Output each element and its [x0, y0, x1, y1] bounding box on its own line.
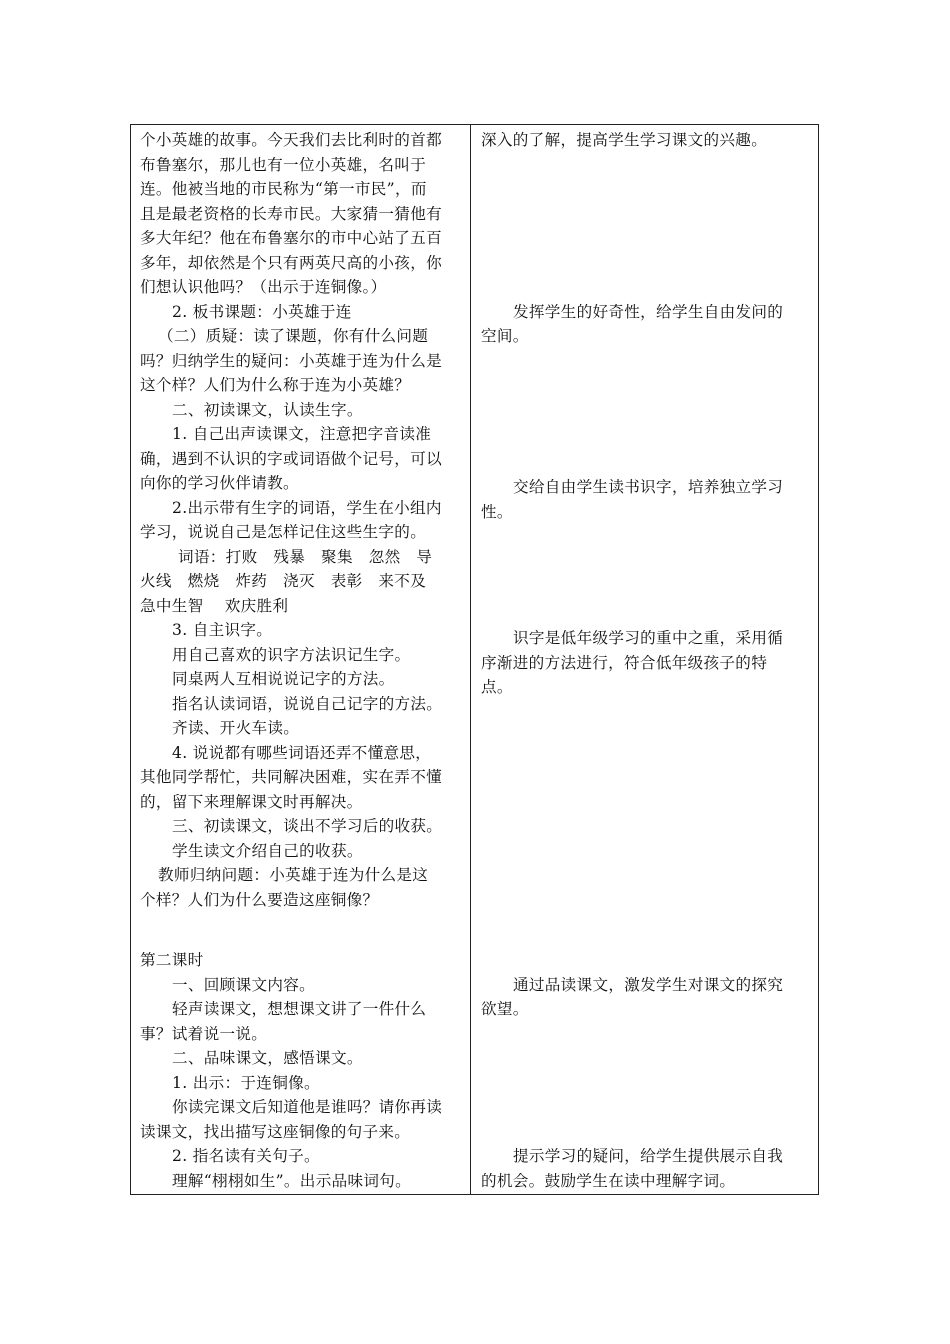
text-line: 通过品读课文，激发学生对课文的探究 — [513, 975, 784, 994]
text-line: 词语：打败 残暴 聚集 忽然 导 — [178, 547, 433, 566]
text-line: 深入的了解，提高学生学习课文的兴趣。 — [481, 131, 768, 149]
text-line: （二）质疑：读了课题，你有什么问题 — [158, 327, 429, 345]
text-line: 确，遇到不认识的字或词语做个记号，可以 — [140, 449, 442, 468]
text-line: 教师归纳问题：小英雄于连为什么是这 — [158, 866, 429, 884]
text-line: 且是最老资格的长寿市民。大家猜一猜他有 — [140, 204, 442, 223]
text-line: 吗？归纳学生的疑问：小英雄于连为什么是 — [140, 351, 442, 370]
text-line: 2.出示带有生字的词语，学生在小组内 — [172, 498, 442, 517]
text-line: 理解“栩栩如生”。出示品味词句。 — [172, 1171, 412, 1190]
text-line: 的机会。鼓励学生在读中理解字词。 — [481, 1171, 736, 1190]
text-line: 学生读文介绍自己的收获。 — [172, 841, 363, 860]
text-line: 们想认识他吗？（出示于连铜像。） — [140, 278, 387, 296]
text-line: 二、初读课文，认读生字。 — [172, 400, 363, 419]
text-line: 学习，说说自己是怎样记住这些生字的。 — [140, 523, 427, 541]
text-line: 同桌两人互相说说记字的方法。 — [172, 670, 395, 688]
text-line: 2. 指名读有关句子。 — [172, 1147, 320, 1165]
text-line: 交给自由学生读书识字，培养独立学习 — [513, 478, 784, 496]
text-line: 急中生智 欢庆胜利 — [140, 596, 289, 615]
text-line: 多年，却依然是个只有两英尺高的小孩，你 — [140, 253, 442, 272]
text-line: 连。他被当地的市民称为“第一市民”，而 — [140, 180, 427, 198]
text-line: 1. 自己出声读课文，注意把字音读准 — [172, 425, 432, 443]
text-line: 你读完课文后知道他是谁吗？请你再读 — [172, 1098, 443, 1116]
text-line: 欲望。 — [481, 1000, 529, 1018]
text-line: 三、初读课文，谈出不学习后的收获。 — [172, 817, 443, 835]
lesson-plan-table — [130, 124, 819, 1195]
text-line: 一、回顾课文内容。 — [172, 975, 316, 994]
text-line: 指名认读词语，说说自己记字的方法。 — [172, 694, 443, 713]
text-line: 个样？人们为什么要造这座铜像？ — [140, 890, 379, 909]
text-line: 点。 — [481, 678, 513, 696]
text-line: 4. 说说都有哪些词语还弄不懂意思， — [172, 743, 432, 762]
text-line: 性。 — [481, 502, 513, 521]
text-line: 读课文，找出描写这座铜像的句子来。 — [140, 1122, 411, 1141]
text-line: 识字是低年级学习的重中之重，采用循 — [513, 629, 784, 647]
column-divider — [470, 125, 471, 1194]
text-line: 齐读、开火车读。 — [172, 719, 300, 737]
text-line: 个小英雄的故事。今天我们去比利时的首都 — [140, 131, 442, 149]
text-line: 发挥学生的好奇性，给学生自由发问的 — [513, 302, 784, 321]
text-line: 布鲁塞尔，那儿也有一位小英雄，名叫于 — [140, 155, 427, 174]
text-line: 轻声读课文，想想课文讲了一件什么 — [172, 1000, 427, 1018]
text-line: 序渐进的方法进行，符合低年级孩子的特 — [481, 653, 768, 672]
text-line: 空间。 — [481, 327, 529, 345]
text-line: 火线 燃烧 炸药 浇灭 表彰 来不及 — [140, 572, 427, 590]
text-line: 事？试着说一说。 — [140, 1024, 268, 1043]
text-line: 多大年纪？他在布鲁塞尔的市中心站了五百 — [140, 229, 442, 247]
section-heading: 第二课时 — [140, 951, 204, 969]
text-line: 提示学习的疑问，给学生提供展示自我 — [513, 1147, 784, 1165]
text-line: 用自己喜欢的识字方法识记生字。 — [172, 645, 411, 664]
text-line: 这个样？人们为什么称于连为小英雄？ — [140, 376, 411, 394]
text-line: 其他同学帮忙，共同解决困难，实在弄不懂 — [140, 768, 442, 786]
text-line: 3. 自主识字。 — [172, 621, 273, 639]
text-line: 的，留下来理解课文时再解决。 — [140, 792, 363, 811]
text-line: 二、品味课文，感悟课文。 — [172, 1049, 363, 1067]
text-line: 2. 板书课题：小英雄于连 — [172, 302, 352, 321]
text-line: 1. 出示：于连铜像。 — [172, 1073, 320, 1092]
text-line: 向你的学习伙伴请教。 — [140, 474, 299, 492]
